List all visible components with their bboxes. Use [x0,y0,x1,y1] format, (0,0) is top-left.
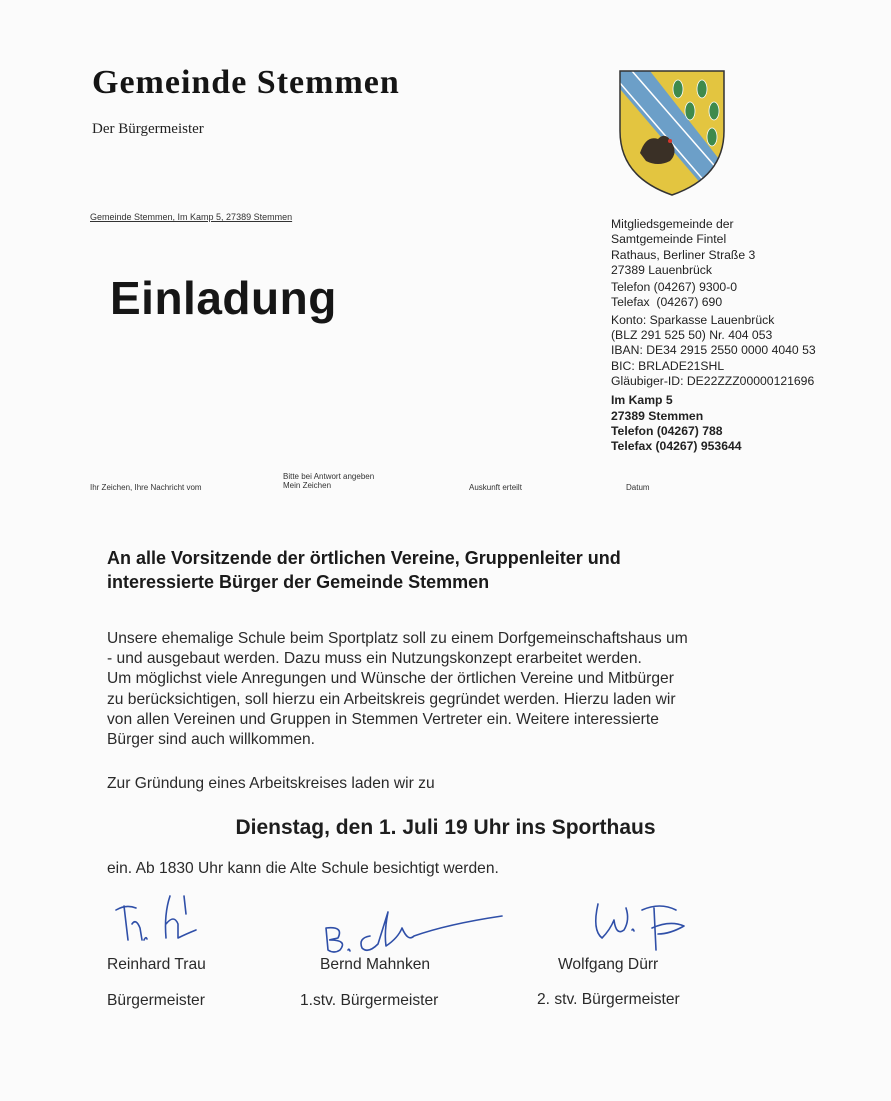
contact-line: Telefon (04267) 788 [611,423,723,438]
contact-line: 27389 Stemmen [611,408,704,423]
return-address: Gemeinde Stemmen, Im Kamp 5, 27389 Stemmen [90,212,293,222]
contact-line: IBAN: DE34 2915 2550 0000 4040 53 [611,343,816,358]
signatory-role-mahnken: 1.stv. Bürgermeister [300,992,439,1009]
contact-line: Mitgliedsgemeinde der [611,217,734,231]
signatory-name-mahnken: Bernd Mahnken [320,956,431,973]
recipient-line: An alle Vorsitzende der örtlichen Vereine, Gruppenleiter und [107,548,621,568]
office-address [611,393,881,454]
samtgemeinde-phone [611,280,881,311]
mayor-subtitle: Der Bürgermeister [92,121,204,137]
ref-your-sign: Ihr Zeichen, Ihre Nachricht vom [90,483,202,492]
signatory-role-trau: Bürgermeister [107,992,205,1009]
visit-line: ein. Ab 1830 Uhr kann die Alte Schule besichtigt werden. [107,860,499,877]
contact-line: BIC: BRLADE21SHL [611,358,725,373]
contact-line: Konto: Sparkasse Lauenbrück [611,312,775,327]
body-line: - und ausgebaut werden. Dazu muss ein Nutzungskonzept erarbeitet werden. [107,650,642,668]
contact-line: (BLZ 291 525 50) Nr. 404 053 [611,328,773,343]
ref-my-sign: Mein Zeichen [283,481,332,490]
body-line: Unsere ehemalige Schule beim Sportplatz soll zu einem Dorfgemeinschaftshaus um [107,630,688,647]
ref-date: Datum [626,483,650,492]
signatory-name-trau: Reinhard Trau [107,956,206,973]
signatory-role-duerr: 2. stv. Bürgermeister [537,991,680,1008]
recipient-line: interessierte Bürger der Gemeinde Stemmen [107,572,490,592]
contact-block [611,217,881,456]
contact-line: Samtgemeinde Fintel [611,232,727,247]
body-line: Um möglichst viele Anregungen und Wünsche der örtlichen Vereine und Mitbürger [107,670,674,688]
document-title: Einladung [110,272,337,324]
coat-of-arms-icon [618,69,726,197]
contact-line: Rathaus, Berliner Straße 3 [611,247,756,262]
samtgemeinde-address [611,217,881,278]
signature-wolfgang-duerr [580,890,700,960]
body-paragraph [107,629,807,750]
recipient-heading [107,546,807,594]
signatory-name-duerr: Wolfgang Dürr [558,956,659,973]
contact-line: Gläubiger-ID: DE22ZZZ00000121696 [611,373,815,388]
contact-line: Telefon (04267) 9300-0 [611,280,738,295]
contact-line: 27389 Lauenbrück [611,262,712,277]
contact-line: Telefax (04267) 953644 [611,439,742,454]
bank-details [611,313,881,389]
municipality-title: Gemeinde Stemmen [92,64,400,101]
body-line: Bürger sind auch willkommen. [107,731,316,749]
signature-reinhard-trau [112,884,222,954]
contact-line: Telefax (04267) 690 [611,295,723,310]
event-line: Dienstag, den 1. Juli 19 Uhr ins Sporthaus [235,816,656,839]
ref-info: Auskunft erteilt [469,483,522,492]
invite-line: Zur Gründung eines Arbeitskreises laden wir zu [107,775,435,792]
body-line: zu berücksichtigen, soll hierzu ein Arbeitskreis gegründet werden. Hierzu laden wir [107,690,676,708]
ref-reply-hint: Bitte bei Antwort angeben [283,472,375,481]
signature-bernd-mahnken [318,898,508,958]
body-line: von allen Vereinen und Gruppen in Stemmen Vertreter ein. Weitere interessierte [107,710,659,728]
contact-line: Im Kamp 5 [611,393,673,408]
